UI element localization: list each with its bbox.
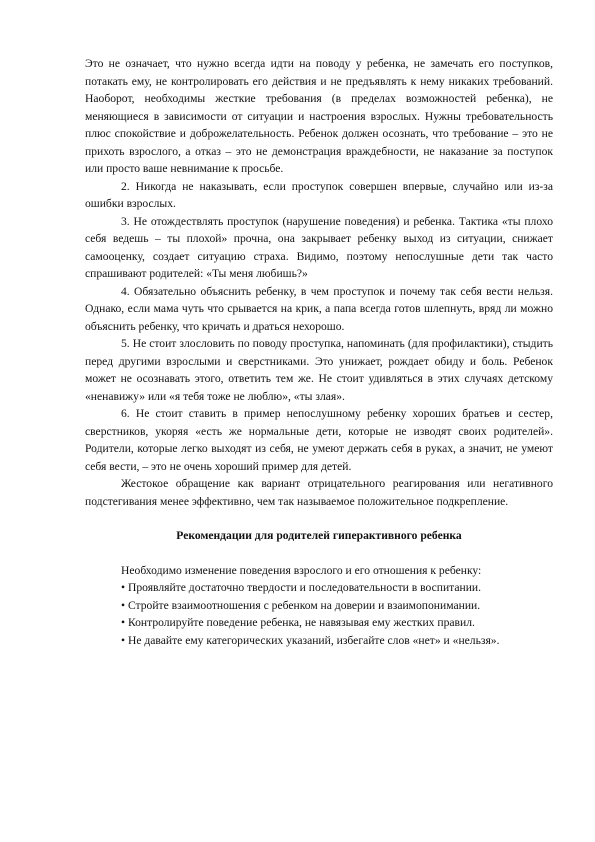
document-body [85, 55, 553, 649]
bullet-item: • Контролируйте поведение ребенка, не навязывая ему жестких правил. [121, 616, 475, 629]
paragraph-7: Жестокое обращение как вариант отрицательного реагирования или негативного подстегивания менее эффективно, чем так называемое положительное подкрепление. [85, 477, 553, 508]
bullet-item: • Стройте взаимоотношения с ребенком на доверии и взаимопонимании. [121, 598, 481, 612]
paragraph-6: 6. Не стоит ставить в пример непослушному ребенку хороших братьев и сестер, сверстников, укоряя «есть же нормальные дети, которые не изводят своих родителей». Родители, которые легко выходят из себя, не умеют держать себя в руках, а значит, не умеют себя вести, – это не очень хороший пример для детей. [85, 407, 553, 473]
paragraph-4: 4. Обязательно объяснить ребенку, в чем проступок и почему так себя вести нельзя. Однако, если мама чуть что срывается на крик, а папа всегда готов шлепнуть, вряд ли можно объяснить ребенку, что кричать и драться нехорошо. [85, 284, 553, 333]
paragraph-3: 3. Не отождествлять проступок (нарушение поведения) и ребенка. Тактика «ты плохо себя ведешь – ты плохой» прочна, она закрывает ребенку выход из ситуации, снижает самооценку, создает ситуацию страха. Видимо, поэтому непослушные дети так часто спрашивают родителей: «Ты меня любишь?» [85, 214, 553, 280]
intro-paragraph: Необходимо изменение поведения взрослого и его отношения к ребенку: [121, 563, 482, 577]
paragraph-2: 2. Никогда не наказывать, если проступок совершен впервые, случайно или из-за ошибки взрослых. [85, 179, 553, 210]
bullet-item: • Не давайте ему категорических указаний, избегайте слов «нет» и «нельзя». [121, 633, 500, 647]
paragraph-5: 5. Не стоит злословить по поводу проступка, напоминать (для профилактики), стыдить перед другими взрослыми и сверстниками. Это унижает, рождает обиду и боль. Ребенок может не осознавать этого, ответить тем же. Не стоит удивляться в этих случаях детскому «ненавижу» или «я тебя тоже не люблю», «ты злая». [85, 337, 553, 403]
bullet-item: • Проявляйте достаточно твердости и последовательности в воспитании. [121, 581, 482, 594]
paragraph-1: Это не означает, что нужно всегда идти на поводу у ребенка, не замечать его поступков, потакать ему, не контролировать его действия и не предъявлять к нему никаких требований. Наоборот, необходимы жесткие требования (в пределах возможностей ребенка), не меняющиеся в зависимости от ситуации и настроения взрослых. Нужны требовательность плюс спокойствие и доброжелательность. Ребенок должен осознать, что требование – это не прихоть взрослого, а отказ – это не демонстрация враждебности, не наказание за поступок или просто ваше невнимание к просьбе. [85, 57, 553, 175]
section-heading: Рекомендации для родителей гиперактивного ребенка [176, 529, 462, 542]
